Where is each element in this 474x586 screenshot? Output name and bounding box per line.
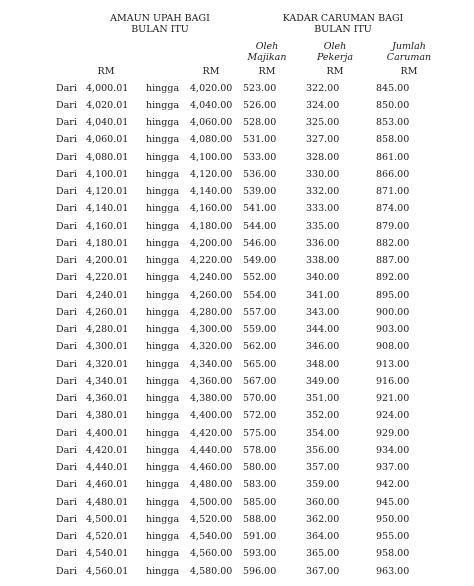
employee-contribution: 362.00 — [306, 513, 340, 525]
employee-contribution: 332.00 — [306, 186, 340, 197]
employer-contribution: 541.00 — [243, 203, 277, 215]
range-from-label: Dari — [56, 427, 77, 439]
employer-contribution: 580.00 — [243, 462, 277, 473]
employer-contribution: 583.00 — [243, 479, 277, 491]
employee-contribution: 349.00 — [306, 375, 340, 387]
table-row — [0, 407, 474, 424]
employer-contribution: 536.00 — [243, 168, 277, 180]
employer-contribution: 567.00 — [243, 375, 277, 387]
range-to-label: hingga — [146, 134, 180, 146]
range-from-label: Dari — [56, 203, 77, 215]
range-to-label: hingga — [146, 358, 180, 370]
range-to-label: hingga — [146, 479, 180, 491]
wage-from: 4,160.01 — [86, 220, 129, 232]
range-to-label: hingga — [146, 375, 180, 387]
contribution-rate-heading: KADAR CARUMAN BAGI — [282, 13, 404, 24]
wage-to: 4,280.00 — [190, 306, 233, 318]
wage-to: 4,540.00 — [190, 531, 233, 542]
wage-from: 4,340.01 — [86, 375, 129, 387]
employee-contribution: 330.00 — [306, 168, 340, 180]
wage-amount-heading: AMAUN UPAH BAGI — [110, 13, 210, 24]
wage-from: 4,280.01 — [86, 324, 129, 335]
wage-from: 4,480.01 — [86, 496, 129, 508]
employee-contribution: 324.00 — [306, 99, 340, 111]
table-row — [0, 149, 474, 166]
total-column-label-line2: Caruman — [386, 52, 432, 63]
total-contribution: 866.00 — [376, 168, 410, 180]
total-contribution: 903.00 — [376, 324, 410, 335]
wage-from: 4,180.01 — [86, 237, 129, 249]
employee-contribution: 335.00 — [306, 220, 340, 232]
wage-to: 4,340.00 — [190, 358, 233, 370]
table-row — [0, 287, 474, 304]
employer-contribution: 585.00 — [243, 496, 277, 508]
range-from-label: Dari — [56, 375, 77, 387]
range-to-label: hingga — [146, 565, 180, 577]
range-from-label: Dari — [56, 410, 77, 422]
total-contribution: 929.00 — [376, 427, 410, 439]
employee-contribution: 352.00 — [306, 410, 340, 422]
range-from-label: Dari — [56, 82, 77, 94]
wage-from: 4,100.01 — [86, 168, 129, 180]
total-contribution: 858.00 — [376, 134, 410, 146]
range-to-label: hingga — [146, 272, 180, 284]
wage-to: 4,300.00 — [190, 324, 233, 335]
employer-contribution: 562.00 — [243, 341, 277, 353]
wage-to: 4,120.00 — [190, 168, 233, 180]
total-contribution: 900.00 — [376, 306, 410, 318]
range-to-label: hingga — [146, 186, 180, 197]
wage-to: 4,060.00 — [190, 117, 233, 128]
range-from-label: Dari — [56, 462, 77, 473]
wage-amount-heading-line2: BULAN ITU — [131, 24, 189, 35]
employee-contribution: 328.00 — [306, 151, 340, 163]
table-row — [0, 269, 474, 286]
total-contribution: 850.00 — [376, 99, 410, 111]
range-to-label: hingga — [146, 168, 180, 180]
total-contribution: 887.00 — [376, 255, 410, 266]
employee-contribution: 348.00 — [306, 358, 340, 370]
table-row — [0, 373, 474, 390]
table-row — [0, 545, 474, 562]
employer-contribution: 554.00 — [243, 289, 277, 301]
wage-from: 4,440.01 — [86, 462, 129, 473]
wage-from: 4,040.01 — [86, 117, 129, 128]
table-row — [0, 528, 474, 545]
wage-from: 4,000.01 — [86, 82, 129, 94]
employee-contribution: 359.00 — [306, 479, 340, 491]
employer-contribution: 533.00 — [243, 151, 277, 163]
wage-from: 4,220.01 — [86, 272, 129, 284]
employer-contribution: 578.00 — [243, 444, 277, 456]
employer-contribution: 591.00 — [243, 531, 277, 542]
table-row — [0, 114, 474, 131]
range-to-label: hingga — [146, 151, 180, 163]
employer-contribution: 531.00 — [243, 134, 277, 146]
total-contribution: 913.00 — [376, 358, 410, 370]
table-row — [0, 442, 474, 459]
employee-contribution: 346.00 — [306, 341, 340, 353]
total-contribution: 934.00 — [376, 444, 410, 456]
wage-to: 4,040.00 — [190, 99, 233, 111]
wage-from: 4,060.01 — [86, 134, 129, 146]
wage-to: 4,140.00 — [190, 186, 233, 197]
range-from-label: Dari — [56, 531, 77, 542]
range-to-label: hingga — [146, 427, 180, 439]
employer-contribution: 539.00 — [243, 186, 277, 197]
table-row — [0, 476, 474, 493]
employer-contribution: 544.00 — [243, 220, 277, 232]
total-contribution: 845.00 — [376, 82, 410, 94]
wage-from: 4,260.01 — [86, 306, 129, 318]
employee-contribution: 365.00 — [306, 548, 340, 560]
currency-label-from: RM — [97, 66, 115, 77]
range-from-label: Dari — [56, 220, 77, 232]
wage-from: 4,500.01 — [86, 513, 129, 525]
wage-to: 4,080.00 — [190, 134, 233, 146]
range-from-label: Dari — [56, 496, 77, 508]
wage-to: 4,160.00 — [190, 203, 233, 215]
table-row — [0, 80, 474, 97]
employer-column-label-line2: Majikan — [247, 52, 287, 63]
wage-to: 4,020.00 — [190, 82, 233, 94]
wage-from: 4,520.01 — [86, 531, 129, 542]
employee-contribution: 360.00 — [306, 496, 340, 508]
employer-contribution: 528.00 — [243, 117, 277, 128]
table-row — [0, 304, 474, 321]
wage-to: 4,240.00 — [190, 272, 233, 284]
range-to-label: hingga — [146, 393, 180, 404]
employer-contribution: 546.00 — [243, 237, 277, 249]
range-to-label: hingga — [146, 324, 180, 335]
table-row — [0, 511, 474, 528]
wage-from: 4,540.01 — [86, 548, 129, 560]
table-row — [0, 235, 474, 252]
range-from-label: Dari — [56, 255, 77, 266]
wage-from: 4,320.01 — [86, 358, 129, 370]
range-from-label: Dari — [56, 324, 77, 335]
range-to-label: hingga — [146, 289, 180, 301]
employer-contribution: 552.00 — [243, 272, 277, 284]
wage-from: 4,140.01 — [86, 203, 129, 215]
wage-from: 4,420.01 — [86, 444, 129, 456]
currency-label-total: RM — [400, 66, 418, 77]
wage-to: 4,220.00 — [190, 255, 233, 266]
table-row — [0, 338, 474, 355]
total-contribution: 924.00 — [376, 410, 410, 422]
total-contribution: 879.00 — [376, 220, 410, 232]
total-contribution: 916.00 — [376, 375, 410, 387]
employer-contribution: 557.00 — [243, 306, 277, 318]
wage-from: 4,080.01 — [86, 151, 129, 163]
wage-to: 4,420.00 — [190, 427, 233, 439]
range-from-label: Dari — [56, 272, 77, 284]
table-row — [0, 166, 474, 183]
total-contribution: 945.00 — [376, 496, 410, 508]
total-contribution: 871.00 — [376, 186, 410, 197]
wage-from: 4,020.01 — [86, 99, 129, 111]
wage-from: 4,460.01 — [86, 479, 129, 491]
range-from-label: Dari — [56, 306, 77, 318]
employer-contribution: 588.00 — [243, 513, 277, 525]
employer-contribution: 596.00 — [243, 565, 277, 577]
wage-to: 4,360.00 — [190, 375, 233, 387]
total-contribution: 958.00 — [376, 548, 410, 560]
wage-from: 4,200.01 — [86, 255, 129, 266]
employee-contribution: 340.00 — [306, 272, 340, 284]
employer-contribution: 559.00 — [243, 324, 277, 335]
total-contribution: 950.00 — [376, 513, 410, 525]
employee-contribution: 333.00 — [306, 203, 340, 215]
employer-contribution: 593.00 — [243, 548, 277, 560]
wage-to: 4,520.00 — [190, 513, 233, 525]
employee-contribution: 322.00 — [306, 82, 340, 94]
wage-to: 4,560.00 — [190, 548, 233, 560]
range-to-label: hingga — [146, 99, 180, 111]
range-from-label: Dari — [56, 151, 77, 163]
table-row — [0, 200, 474, 217]
range-to-label: hingga — [146, 496, 180, 508]
range-from-label: Dari — [56, 289, 77, 301]
range-to-label: hingga — [146, 220, 180, 232]
total-contribution: 921.00 — [376, 393, 410, 404]
table-row — [0, 131, 474, 148]
wage-to: 4,580.00 — [190, 565, 233, 577]
total-contribution: 895.00 — [376, 289, 410, 301]
wage-to: 4,180.00 — [190, 220, 233, 232]
total-contribution: 955.00 — [376, 531, 410, 542]
range-to-label: hingga — [146, 255, 180, 266]
range-to-label: hingga — [146, 306, 180, 318]
wage-from: 4,380.01 — [86, 410, 129, 422]
range-to-label: hingga — [146, 410, 180, 422]
employer-contribution: 572.00 — [243, 410, 277, 422]
currency-label-employee: RM — [326, 66, 344, 77]
employee-contribution: 343.00 — [306, 306, 340, 318]
range-to-label: hingga — [146, 513, 180, 525]
employee-contribution: 354.00 — [306, 427, 340, 439]
table-row — [0, 356, 474, 373]
wage-to: 4,380.00 — [190, 393, 233, 404]
employer-column-label: Oleh — [255, 41, 279, 52]
wage-from: 4,240.01 — [86, 289, 129, 301]
range-from-label: Dari — [56, 565, 77, 577]
range-to-label: hingga — [146, 341, 180, 353]
employee-contribution: 336.00 — [306, 237, 340, 249]
table-row — [0, 183, 474, 200]
total-contribution: 882.00 — [376, 237, 410, 249]
table-row — [0, 390, 474, 407]
wage-from: 4,120.01 — [86, 186, 129, 197]
wage-to: 4,100.00 — [190, 151, 233, 163]
employee-contribution: 344.00 — [306, 324, 340, 335]
range-from-label: Dari — [56, 134, 77, 146]
table-row — [0, 252, 474, 269]
range-from-label: Dari — [56, 393, 77, 404]
wage-from: 4,300.01 — [86, 341, 129, 353]
range-to-label: hingga — [146, 82, 180, 94]
total-contribution: 853.00 — [376, 117, 410, 128]
employee-contribution: 341.00 — [306, 289, 340, 301]
currency-label-employer: RM — [258, 66, 276, 77]
table-row — [0, 425, 474, 442]
range-from-label: Dari — [56, 444, 77, 456]
total-contribution: 861.00 — [376, 151, 410, 163]
total-contribution: 908.00 — [376, 341, 410, 353]
wage-to: 4,400.00 — [190, 410, 233, 422]
range-from-label: Dari — [56, 548, 77, 560]
wage-to: 4,200.00 — [190, 237, 233, 249]
table-row — [0, 97, 474, 114]
contribution-rate-heading-line2: BULAN ITU — [314, 24, 372, 35]
total-contribution: 892.00 — [376, 272, 410, 284]
wage-from: 4,400.01 — [86, 427, 129, 439]
range-to-label: hingga — [146, 117, 180, 128]
wage-from: 4,360.01 — [86, 393, 129, 404]
employee-contribution: 357.00 — [306, 462, 340, 473]
employee-contribution: 327.00 — [306, 134, 340, 146]
total-contribution: 963.00 — [376, 565, 410, 577]
employer-contribution: 549.00 — [243, 255, 277, 266]
wage-to: 4,480.00 — [190, 479, 233, 491]
wage-to: 4,320.00 — [190, 341, 233, 353]
table-row — [0, 321, 474, 338]
range-to-label: hingga — [146, 462, 180, 473]
wage-to: 4,440.00 — [190, 444, 233, 456]
table-row — [0, 563, 474, 580]
employee-contribution: 367.00 — [306, 565, 340, 577]
employer-contribution: 523.00 — [243, 82, 277, 94]
employee-column-label-line2: Pekerja — [316, 52, 354, 63]
wage-to: 4,460.00 — [190, 462, 233, 473]
total-column-label: Jumlah — [392, 41, 426, 52]
wage-from: 4,560.01 — [86, 565, 129, 577]
range-to-label: hingga — [146, 548, 180, 560]
range-from-label: Dari — [56, 168, 77, 180]
range-from-label: Dari — [56, 99, 77, 111]
range-to-label: hingga — [146, 444, 180, 456]
table-row — [0, 218, 474, 235]
total-contribution: 937.00 — [376, 462, 410, 473]
range-from-label: Dari — [56, 358, 77, 370]
employee-contribution: 364.00 — [306, 531, 340, 542]
range-from-label: Dari — [56, 479, 77, 491]
employee-contribution: 356.00 — [306, 444, 340, 456]
range-from-label: Dari — [56, 341, 77, 353]
total-contribution: 942.00 — [376, 479, 410, 491]
range-from-label: Dari — [56, 117, 77, 128]
wage-to: 4,260.00 — [190, 289, 233, 301]
range-to-label: hingga — [146, 237, 180, 249]
employer-contribution: 570.00 — [243, 393, 277, 404]
table-row — [0, 494, 474, 511]
range-from-label: Dari — [56, 237, 77, 249]
currency-label-to: RM — [202, 66, 220, 77]
employee-contribution: 338.00 — [306, 255, 340, 266]
range-from-label: Dari — [56, 513, 77, 525]
range-to-label: hingga — [146, 531, 180, 542]
wage-to: 4,500.00 — [190, 496, 233, 508]
employee-contribution: 351.00 — [306, 393, 340, 404]
employee-column-label: Oleh — [323, 41, 347, 52]
range-from-label: Dari — [56, 186, 77, 197]
range-to-label: hingga — [146, 203, 180, 215]
employer-contribution: 526.00 — [243, 99, 277, 111]
employee-contribution: 325.00 — [306, 117, 340, 128]
employer-contribution: 565.00 — [243, 358, 277, 370]
employer-contribution: 575.00 — [243, 427, 277, 439]
total-contribution: 874.00 — [376, 203, 410, 215]
table-row — [0, 459, 474, 476]
